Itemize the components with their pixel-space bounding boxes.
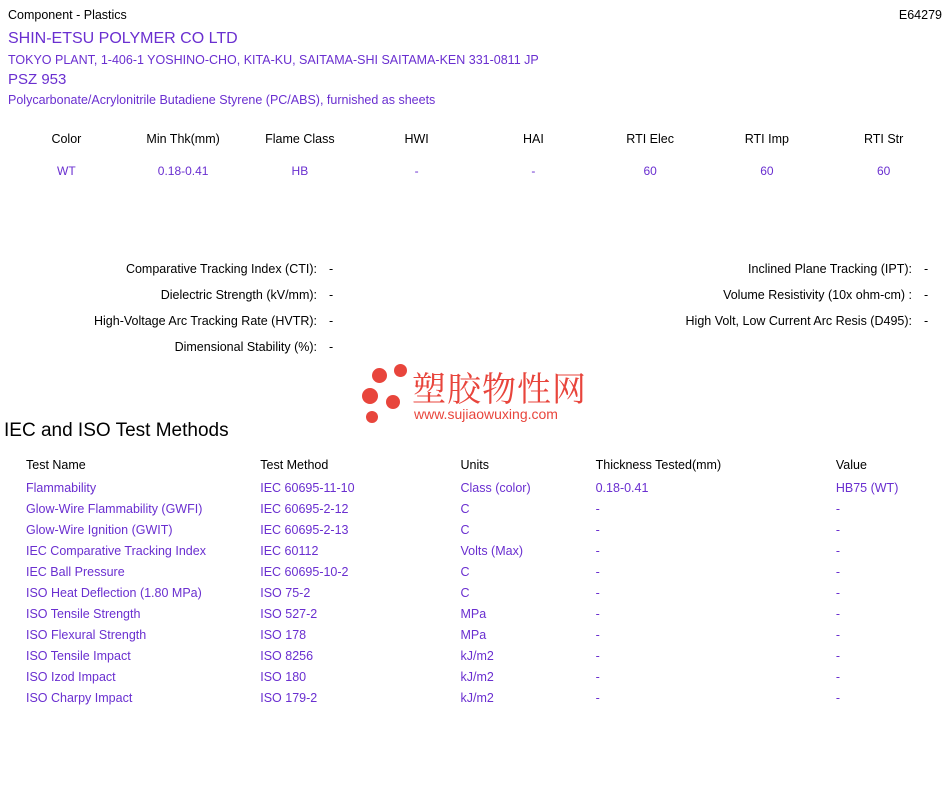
properties-value-rti-imp: 60 xyxy=(760,164,774,178)
cell-test-name: ISO Tensile Impact xyxy=(26,649,131,663)
electrical-row xyxy=(0,262,950,276)
cell-test-method: IEC 60695-2-12 xyxy=(260,502,349,516)
cell-value: HB75 (WT) xyxy=(835,481,899,495)
material-code: PSZ 953 xyxy=(8,71,67,88)
properties-header-hai: HAI xyxy=(522,132,544,146)
cell-value: - xyxy=(835,544,841,558)
volume-resistivity-field xyxy=(355,288,950,302)
component-label: Component - Plastics xyxy=(8,8,127,22)
cell-thickness: - xyxy=(595,691,600,705)
table-row xyxy=(26,607,936,628)
cell-value: - xyxy=(835,607,841,621)
cell-value: - xyxy=(835,670,841,684)
cell-test-name: ISO Charpy Impact xyxy=(26,691,133,705)
dimensional-stability-value: - xyxy=(329,340,334,354)
cell-test-method: ISO 178 xyxy=(260,628,307,642)
cti-field xyxy=(0,262,355,276)
cti-value: - xyxy=(329,262,334,276)
cell-thickness: - xyxy=(595,565,600,579)
document-header xyxy=(8,8,942,22)
cell-test-name: ISO Izod Impact xyxy=(26,670,116,684)
cell-test-name: Glow-Wire Ignition (GWIT) xyxy=(26,523,173,537)
cell-thickness: - xyxy=(595,523,600,537)
cell-test-method: ISO 8256 xyxy=(260,649,314,663)
cell-test-method: IEC 60695-2-13 xyxy=(260,523,349,537)
cell-thickness: 0.18-0.41 xyxy=(595,481,649,495)
electrical-row xyxy=(0,288,950,302)
cell-test-method: ISO 527-2 xyxy=(260,607,318,621)
electrical-empty-cell xyxy=(355,340,950,354)
column-header-test-method: Test Method xyxy=(260,458,329,472)
cti-label: Comparative Tracking Index (CTI): xyxy=(125,262,317,276)
ipt-field xyxy=(355,262,950,276)
ipt-label: Inclined Plane Tracking (IPT): xyxy=(748,262,912,276)
properties-value-hai: - xyxy=(531,164,536,178)
properties-value-color: WT xyxy=(57,164,76,178)
properties-value-rti-str: 60 xyxy=(876,164,891,178)
section-title: IEC and ISO Test Methods xyxy=(4,420,229,441)
company-address: TOKYO PLANT, 1-406-1 YOSHINO-CHO, KITA-KU, SAITAMA-SHI SAITAMA-KEN 331-0811 JP xyxy=(8,53,539,67)
cell-test-method: IEC 60695-10-2 xyxy=(260,565,349,579)
properties-header-flame-class: Flame Class xyxy=(265,132,335,146)
cell-units: Class (color) xyxy=(460,481,531,495)
column-header-value: Value xyxy=(835,458,867,472)
volume-resistivity-value: - xyxy=(924,288,929,302)
cell-test-name: ISO Tensile Strength xyxy=(26,607,141,621)
electrical-row xyxy=(0,314,950,328)
cell-value: - xyxy=(835,502,841,516)
properties-table xyxy=(8,132,942,178)
dielectric-strength-value: - xyxy=(329,288,334,302)
table-row xyxy=(26,586,936,607)
table-row xyxy=(26,628,936,649)
dimensional-stability-label: Dimensional Stability (%): xyxy=(174,340,317,354)
cell-test-method: IEC 60112 xyxy=(260,544,319,558)
cell-test-name: ISO Heat Deflection (1.80 MPa) xyxy=(26,586,202,600)
electrical-properties-block xyxy=(0,262,950,366)
properties-value-hwi: - xyxy=(414,164,419,178)
cell-test-name: IEC Ball Pressure xyxy=(26,565,125,579)
properties-header-color: Color xyxy=(51,132,82,146)
dimensional-stability-field xyxy=(0,340,355,354)
watermark-url: www.sujiaowuxing.com xyxy=(414,406,558,422)
cell-units: C xyxy=(460,565,470,579)
hvtr-value: - xyxy=(329,314,334,328)
table-row xyxy=(26,565,936,586)
properties-value-rti-elec: 60 xyxy=(643,164,657,178)
volume-resistivity-label: Volume Resistivity (10x ohm-cm) : xyxy=(723,288,912,302)
watermark-dot-icon xyxy=(366,411,378,423)
cell-thickness: - xyxy=(595,502,600,516)
cell-value: - xyxy=(835,565,841,579)
cell-units: MPa xyxy=(460,607,487,621)
test-methods-table xyxy=(26,458,936,712)
cell-test-method: ISO 180 xyxy=(260,670,307,684)
cell-units: C xyxy=(460,523,470,537)
watermark xyxy=(360,362,590,428)
table-row xyxy=(26,481,936,502)
cell-thickness: - xyxy=(595,649,600,663)
watermark-dot-icon xyxy=(372,368,387,383)
cell-units: MPa xyxy=(460,628,487,642)
test-methods-header-row xyxy=(26,458,936,481)
cell-test-method: ISO 75-2 xyxy=(260,586,311,600)
table-row xyxy=(26,544,936,565)
properties-value-flame-class: HB xyxy=(291,164,309,178)
cell-units: kJ/m2 xyxy=(460,670,494,684)
hvtr-label: High-Voltage Arc Tracking Rate (HVTR): xyxy=(94,314,317,328)
cell-units: Volts (Max) xyxy=(460,544,523,558)
dielectric-strength-field xyxy=(0,288,355,302)
table-row xyxy=(26,502,936,523)
d495-field xyxy=(355,314,950,328)
cell-test-method: ISO 179-2 xyxy=(260,691,318,705)
cell-test-name: ISO Flexural Strength xyxy=(26,628,147,642)
cell-value: - xyxy=(835,586,841,600)
cell-thickness: - xyxy=(595,586,600,600)
properties-value-row xyxy=(8,164,942,178)
properties-header-rti-elec: RTI Elec xyxy=(626,132,674,146)
d495-label: High Volt, Low Current Arc Resis (D495): xyxy=(685,314,912,328)
material-description: Polycarbonate/Acrylonitrile Butadiene Styrene (PC/ABS), furnished as sheets xyxy=(8,93,436,107)
hvtr-field xyxy=(0,314,355,328)
cell-value: - xyxy=(835,649,841,663)
properties-header-hwi: HWI xyxy=(404,132,429,146)
table-row xyxy=(26,523,936,544)
cell-test-name: Flammability xyxy=(26,481,97,495)
column-header-units: Units xyxy=(460,458,489,472)
dielectric-strength-label: Dielectric Strength (kV/mm): xyxy=(160,288,317,302)
table-row xyxy=(26,649,936,670)
cell-thickness: - xyxy=(595,544,600,558)
cell-units: kJ/m2 xyxy=(460,649,494,663)
cell-units: kJ/m2 xyxy=(460,691,494,705)
properties-header-row xyxy=(8,132,942,164)
cell-value: - xyxy=(835,691,841,705)
column-header-test-name: Test Name xyxy=(26,458,86,472)
cell-thickness: - xyxy=(595,628,600,642)
table-row xyxy=(26,691,936,712)
cell-thickness: - xyxy=(595,607,600,621)
properties-value-min-thk: 0.18-0.41 xyxy=(157,164,209,178)
cell-value: - xyxy=(835,628,841,642)
cell-units: C xyxy=(460,586,470,600)
watermark-title: 塑胶物性网 xyxy=(412,370,587,410)
watermark-dot-icon xyxy=(386,395,400,409)
file-number: E64279 xyxy=(898,8,942,22)
cell-test-name: IEC Comparative Tracking Index xyxy=(26,544,206,558)
company-name: SHIN-ETSU POLYMER CO LTD xyxy=(8,30,238,47)
cell-units: C xyxy=(460,502,470,516)
column-header-thickness: Thickness Tested(mm) xyxy=(595,458,722,472)
properties-header-rti-str: RTI Str xyxy=(863,132,904,146)
ipt-value: - xyxy=(924,262,929,276)
properties-header-min-thk: Min Thk(mm) xyxy=(146,132,220,146)
cell-test-name: Glow-Wire Flammability (GWFI) xyxy=(26,502,203,516)
watermark-dot-icon xyxy=(362,388,378,404)
cell-test-method: IEC 60695-11-10 xyxy=(260,481,355,495)
electrical-row xyxy=(0,340,950,354)
d495-value: - xyxy=(924,314,929,328)
cell-value: - xyxy=(835,523,841,537)
cell-thickness: - xyxy=(595,670,600,684)
properties-header-rti-imp: RTI Imp xyxy=(744,132,789,146)
table-row xyxy=(26,670,936,691)
